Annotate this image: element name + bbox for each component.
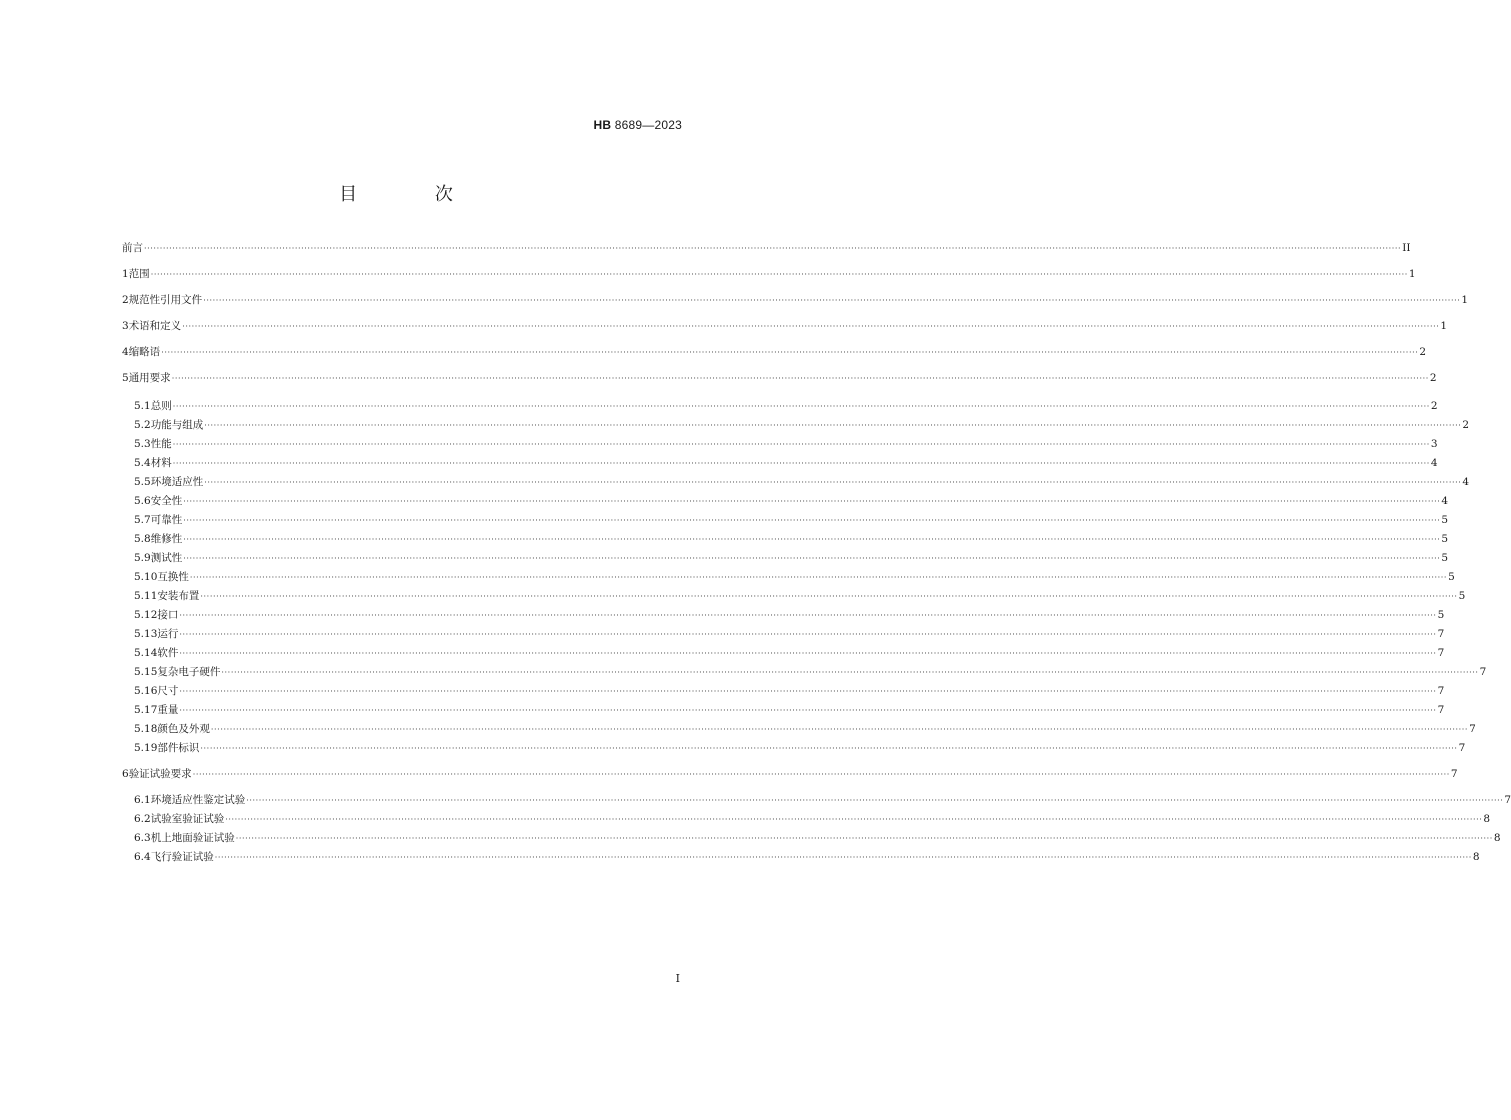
toc-entry-label: 安装布置 [157,590,200,602]
toc-entry-label: 维修性 [150,533,183,545]
toc-entry[interactable] [134,494,1449,509]
toc-leader-dots: ················································································································································································································································································································································································································ [214,853,1472,862]
toc-entry[interactable] [134,665,1487,680]
toc-entry-label: 试验室验证试验 [150,813,225,825]
toc-leader-dots: ················································································································································································································································································································································································································ [150,270,1408,279]
toc-entry-page: 4 [1462,476,1470,488]
toc-entry-page: 7 [1504,794,1511,806]
toc-entry-page: 2 [1429,372,1437,384]
toc-entry-label: 机上地面验证试验 [150,832,235,844]
toc-leader-dots: ················································································································································································································································································································································································································ [203,296,1461,305]
toc-entry-page: 7 [1458,742,1466,754]
toc-leader-dots: ················································································································································································································································································································································································································ [200,744,1458,753]
toc-entry[interactable] [122,293,1469,308]
toc-entry-page: 5 [1441,533,1449,545]
toc-entry-label: 范围 [128,268,150,280]
toc-leader-dots: ················································································································································································································································································································································································································ [172,440,1430,449]
standard-number [594,118,682,132]
toc-leader-dots: ················································································································································································································································································································································································································ [192,770,1450,779]
toc-entry-label: 环境适应性鉴定试验 [150,794,246,806]
toc-entry-number: 5.7 [134,514,151,526]
toc-entry-number: 4 [122,346,129,358]
toc-entry[interactable] [134,608,1445,623]
toc-entry-number: 5.15 [134,666,158,678]
toc-entry-page: 5 [1448,571,1455,583]
toc-entry-label: 测试性 [150,552,183,564]
toc-entry-number: 5.12 [134,609,158,621]
toc-entry-label: 重量 [157,704,179,716]
toc-leader-dots: ················································································································································································································································································································································································································ [183,535,1441,544]
toc-entry[interactable] [134,627,1445,642]
toc-entry-page: 7 [1450,768,1458,780]
toc-leader-dots: ················································································································································································································································································································································································································ [246,796,1504,805]
toc-entry-page: 2 [1430,400,1438,412]
toc-entry-number: 5.17 [134,704,158,716]
toc-entry-number: 6 [122,768,129,780]
page-title: 目 次 [339,184,489,205]
toc-entry[interactable] [122,267,1416,282]
page-number: I [675,972,680,985]
toc-entry-number: 5.2 [134,419,151,431]
toc-entry[interactable] [134,570,1455,585]
toc-entry-number: 6.3 [134,832,151,844]
toc-entry-label: 总则 [150,400,172,412]
toc-entry-page: 1 [1408,268,1416,280]
toc-entry-number: 6.2 [134,813,151,825]
toc-leader-dots: ················································································································································································································································································································································································································ [179,687,1437,696]
toc-entry-number: 5.9 [134,552,151,564]
toc-entry-number: 5.4 [134,457,151,469]
toc-entry-label: 规范性引用文件 [128,294,203,306]
toc-entry-page: 5 [1441,552,1449,564]
toc-entry-number: 3 [122,320,129,332]
toc-entry[interactable] [134,437,1438,452]
toc-leader-dots: ················································································································································································································································································································································································································ [183,516,1441,525]
toc-entry-label: 颜色及外观 [157,723,210,735]
toc-leader-dots: ················································································································································································································································································································································································································ [172,402,1430,411]
toc-leader-dots: ················································································································································································································································································································································································································ [204,478,1462,487]
toc-entry-label: 复杂电子硬件 [157,666,221,678]
toc-entry-label: 功能与组成 [150,419,204,431]
toc-entry[interactable] [134,532,1449,547]
toc-entry-label: 可靠性 [150,514,183,526]
toc-entry[interactable] [122,345,1427,360]
toc-entry-page: 5 [1437,609,1445,621]
toc-entry-number: 5.11 [134,590,158,602]
toc-leader-dots: ················································································································································································································································································································································································································ [182,322,1440,331]
toc-entry[interactable] [134,475,1470,490]
standard-prefix: HB [593,118,612,132]
toc-entry[interactable] [134,741,1466,756]
toc-entry-number: 6.1 [134,794,151,806]
toc-leader-dots: ················································································································································································································································································································································································································ [172,459,1430,468]
toc-entry-label: 互换性 [157,571,189,583]
toc-entry[interactable] [134,850,1480,865]
toc-leader-dots: ················································································································································································································································································································································································································ [210,725,1469,734]
toc-entry-number: 5.18 [134,723,158,735]
toc-entry-number: 5.6 [134,495,151,507]
toc-entry-number: 2 [122,294,129,306]
toc-entry-number: 5.16 [134,685,158,697]
toc-entry-label: 飞行验证试验 [150,851,214,863]
toc-entry[interactable] [134,812,1491,827]
toc-entry-page: 5 [1441,514,1449,526]
toc-entry-label: 通用要求 [128,372,171,384]
toc-entry-page: 7 [1469,723,1476,735]
toc-entry-page: 1 [1461,294,1469,306]
toc-entry-number: 5.10 [134,571,158,583]
toc-entry-label: 前言 [122,242,143,254]
toc-entry-page: 8 [1472,851,1480,863]
toc-entry-label: 缩略语 [128,346,161,358]
toc-entry-page: 2 [1419,346,1427,358]
toc-entry-page: 3 [1430,438,1438,450]
toc-entry[interactable] [134,793,1511,808]
toc-leader-dots: ················································································································································································································································································································································································································ [235,834,1493,843]
toc-leader-dots: ················································································································································································································································································································································································································ [179,649,1437,658]
toc-entry-page: 7 [1437,647,1445,659]
toc-entry-page: 7 [1437,628,1445,640]
toc-entry-number: 5.3 [134,438,151,450]
toc-entry-label: 性能 [150,438,172,450]
toc-leader-dots: ················································································································································································································································································································································································································ [189,573,1448,582]
toc-entry-label: 软件 [157,647,179,659]
toc-leader-dots: ················································································································································································································································································································································································································ [171,374,1429,383]
toc-leader-dots: ················································································································································································································································································································································································································ [200,592,1458,601]
toc-entry-page: 4 [1441,495,1449,507]
toc-entry-number: 5.14 [134,647,158,659]
toc-entry-page: 4 [1430,457,1438,469]
toc-entry-page: 8 [1493,832,1501,844]
toc-entry[interactable] [134,646,1445,661]
toc-leader-dots: ················································································································································································································································································································································································································ [225,815,1483,824]
toc-entry-number: 5 [122,372,129,384]
toc-entry[interactable] [134,513,1449,528]
toc-leader-dots: ················································································································································································································································································································································································································ [183,554,1441,563]
toc-entry-number: 5.8 [134,533,151,545]
toc-entry[interactable] [122,371,1437,386]
toc-entry[interactable] [134,551,1449,566]
toc-entry[interactable] [122,319,1448,334]
toc-entry-page: 7 [1437,704,1445,716]
toc-entry-page: 7 [1479,666,1487,678]
toc-leader-dots: ················································································································································································································································································································································································································ [161,348,1419,357]
toc-entry[interactable] [134,684,1445,699]
toc-leader-dots: ················································································································································································································································································································································································································ [179,630,1437,639]
toc-entry-label: 部件标识 [157,742,200,754]
toc-entry-number: 5.1 [134,400,151,412]
toc-entry-label: 安全性 [150,495,183,507]
toc-leader-dots: ················································································································································································································································································································································································································ [179,706,1437,715]
toc-entry[interactable] [134,722,1476,737]
toc-leader-dots: ················································································································································································································································································································································································································ [144,244,1402,253]
toc-entry-label: 验证试验要求 [128,768,192,780]
toc-leader-dots: ················································································································································································································································································································································································································ [183,497,1441,506]
toc-entry[interactable] [134,703,1445,718]
toc-entry-number: 5.5 [134,476,151,488]
toc-entry-number: 1 [122,268,129,280]
toc-entry-label: 材料 [150,457,172,469]
toc-entry[interactable] [122,241,1411,256]
toc-entry-label: 术语和定义 [128,320,182,332]
toc-entry-page: 1 [1440,320,1448,332]
toc-entry-page: 8 [1483,813,1491,825]
toc-entry[interactable] [134,418,1470,433]
toc-entry[interactable] [134,399,1438,414]
toc-entry-page: 2 [1462,419,1470,431]
toc-entry-number: 5.13 [134,628,158,640]
toc-entry[interactable] [122,767,1458,782]
toc-entry-page: II [1402,242,1411,254]
toc-entry[interactable] [134,456,1438,471]
toc-entry[interactable] [134,831,1501,846]
toc-entry-page: 5 [1458,590,1466,602]
toc-entry-number: 6.4 [134,851,151,863]
toc-entry-label: 环境适应性 [150,476,204,488]
standard-code: 8689—2023 [614,118,682,132]
toc-entry-label: 尺寸 [157,685,179,697]
toc-leader-dots: ················································································································································································································································································································································································································ [179,611,1437,620]
toc-entry-page: 7 [1437,685,1445,697]
toc-entry-label: 运行 [157,628,179,640]
toc-entry-number: 5.19 [134,742,158,754]
toc-entry[interactable] [134,589,1466,604]
toc-leader-dots: ················································································································································································································································································································································································································ [204,421,1462,430]
toc-leader-dots: ················································································································································································································································································································································································································ [221,668,1479,677]
toc-entry-label: 接口 [157,609,179,621]
